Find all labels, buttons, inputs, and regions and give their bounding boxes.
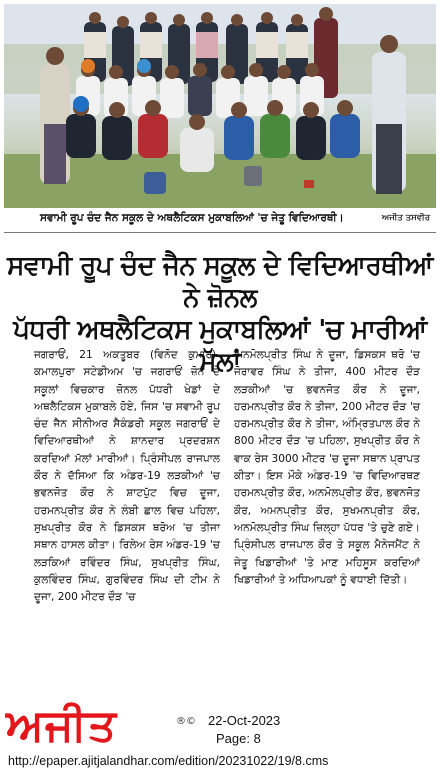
article-column-2 (234, 347, 420, 703)
divider (4, 232, 436, 233)
headline-line-2: ਪੱਧਰੀ ਅਥਲੈਟਿਕਸ ਮੁਕਾਬਲਿਆਂ 'ਚ ਮਾਰੀਆਂ ਮੱਲਾਂ (13, 315, 427, 377)
headline-line-1: ਸਵਾਮੀ ਰੂਪ ਚੰਦ ਜੈਨ ਸਕੂਲ ਦੇ ਵਿਦਿਆਰਥੀਆਂ ਨੇ ਜ਼ੋਨਲ (7, 251, 433, 313)
epaper-url[interactable]: http://epaper.ajitjalandhar.com/edition/20231022/19/8.cms (8, 754, 329, 768)
article-column-1 (34, 347, 220, 703)
column-2-text: ਅਨਮੋਲਪ੍ਰੀਤ ਸਿੰਘ ਨੇ ਦੂਜਾ, ਡਿਸਕਸ ਥਰੋ 'ਚ ਜੋਰਾਵਰ ਸਿੰਘ ਨੇ ਤੀਜਾ, 400 ਮੀਟਰ ਦੌੜ ਲੜਕੀਆਂ 'ਚ ਭਵਨਜੋਤ ਕੌਰ ਨੇ ਦੂਜਾ, ਹਰਮਨਪ੍ਰੀਤ ਕੌਰ ਨੇ ਤੀਜਾ, 200 ਮੀਟਰ ਦੌੜ 'ਚ ਹਰਮਨਪ੍ਰੀਤ ਕੌਰ ਨੇ ਤੀਜਾ, ਅੰਮ੍ਰਿਤਪਾਲ ਕੌਰ ਨੇ 800 ਮੀਟਰ ਦੌੜ 'ਚ ਪਹਿਲਾ, ਸੁਖਪ੍ਰੀਤ ਕੌਰ ਨੇ ਵਾਕ ਰੇਸ 3000 ਮੀਟਰ 'ਚ ਦੂਜਾ ਸਥਾਨ ਪ੍ਰਾਪਤ ਕੀਤਾ। ਇਸ ਮੌਕੇ ਅੰਡਰ-19 'ਚ ਵਿਦਿਆਰਥਣ ਹਰਮਨਪ੍ਰੀਤ ਕੌਰ, ਅਨਮੋਲਪ੍ਰੀਤ ਕੌਰ, ਭਵਨਜੋਤ ਕੌਰ, ਅਮਨਪ੍ਰੀਤ ਕੌਰ, ਸੁਖਮਨਪ੍ਰੀਤ ਕੌਰ, ਅਨਮੋਲਪ੍ਰੀਤ ਸਿੰਘ ਜ਼ਿਲ੍ਹਾ ਪੱਧਰ 'ਤੇ ਚੁਣੇ ਗਏ। ਪ੍ਰਿੰਸੀਪਲ ਰਾਜਪਾਲ ਕੌਰ ਤੇ ਸਕੂਲ ਮੈਨੇਜਮੈਂਟ ਨੇ ਜੇਤੂ ਖਿਡਾਰੀਆਂ 'ਤੇ ਮਾਣ ਮਹਿਸੂਸ ਕਰਦਿਆਂ ਖਿਡਾਰੀਆਂ ਤੇ ਅਧਿਆਪਕਾਂ ਨੂੰ ਵਧਾਈ ਦਿੱਤੀ। (234, 349, 420, 586)
edition-date: 22-Oct-2023 (208, 713, 281, 728)
page-number: Page: 8 (216, 731, 261, 746)
registered-mark: ®© (176, 716, 196, 727)
group-photo-illustration (4, 4, 436, 208)
column-1-text: ਜਗਰਾਓਂ, 21 ਅਕਤੂਬਰ (ਵਿਨੋਦ ਕੁਮਾਰ)-ਕਮਾਲਪੁਰਾ ਸਟੇਡੀਅਮ 'ਚ ਜਗਰਾਓਂ ਜ਼ੋਨ ਦੇ ਸਕੂਲਾਂ ਵਿਚਕਾਰ ਜ਼ੋਨਲ ਪੱਧਰੀ ਖੇਡਾਂ ਦੇ ਅਥਲੈਟਿਕਸ ਮੁਕਾਬਲੇ ਹੋਏ, ਜਿਸ 'ਚ ਸਵਾਮੀ ਰੂਪ ਚੰਦ ਜੈਨ ਸੀਨੀਅਰ ਸੈਕੰਡਰੀ ਸਕੂਲ ਜਗਰਾਓਂ ਦੇ ਵਿਦਿਆਰਥੀਆਂ ਨੇ ਸ਼ਾਨਦਾਰ ਪ੍ਰਦਰਸ਼ਨ ਕਰਦਿਆਂ ਮੱਲਾਂ ਮਾਰੀਆਂ। ਪ੍ਰਿੰਸੀਪਲ ਰਾਜਪਾਲ ਕੌਰ ਨੇ ਦੱਸਿਆ ਕਿ ਅੰਡਰ-19 ਲੜਕੀਆਂ 'ਚ ਭਵਨਜੋਤ ਕੌਰ ਨੇ ਸ਼ਾਟਪੁੱਟ ਵਿਚ ਦੂਜਾ, ਹਰਮਨਪ੍ਰੀਤ ਕੌਰ ਨੇ ਲੰਬੀ ਛਾਲ ਵਿਚ ਪਹਿਲਾ, ਸੁਖਪ੍ਰੀਤ ਕੌਰ ਨੇ ਡਿਸਕਸ ਥਰੋਅ 'ਚ ਤੀਜਾ ਸਥਾਨ ਹਾਸਲ ਕੀਤਾ। ਰਿਲੇਅ ਰੇਸ ਅੰਡਰ-19 'ਚ ਲੜਕਿਆਂ ਰਵਿੰਦਰ ਸਿੰਘ, ਸੁਖਪ੍ਰੀਤ ਸਿੰਘ, ਕੁਲਵਿੰਦਰ ਸਿੰਘ, ਗੁਰਵਿੰਦਰ ਸਿੰਘ ਦੀ ਟੀਮ ਨੇ ਦੂਜਾ, 200 ਮੀਟਰ ਦੌੜ 'ਚ (34, 349, 220, 604)
caption-text: ਸਵਾਮੀ ਰੂਪ ਚੰਦ ਜੈਨ ਸਕੂਲ ਦੇ ਅਥਲੈਟਿਕਸ ਮੁਕਾਬਲਿਆਂ 'ਚ ਜੇਤੂ ਵਿਦਿਆਰਥੀ। (40, 211, 344, 224)
edition-meta (208, 712, 280, 748)
article-body (34, 347, 420, 703)
photo-caption (4, 208, 436, 228)
ajit-logo: ਅਜੀਤ (6, 700, 117, 751)
news-photo (4, 4, 436, 208)
photo-credit: ਅਜੀਤ ਤਸਵੀਰ (381, 213, 430, 223)
